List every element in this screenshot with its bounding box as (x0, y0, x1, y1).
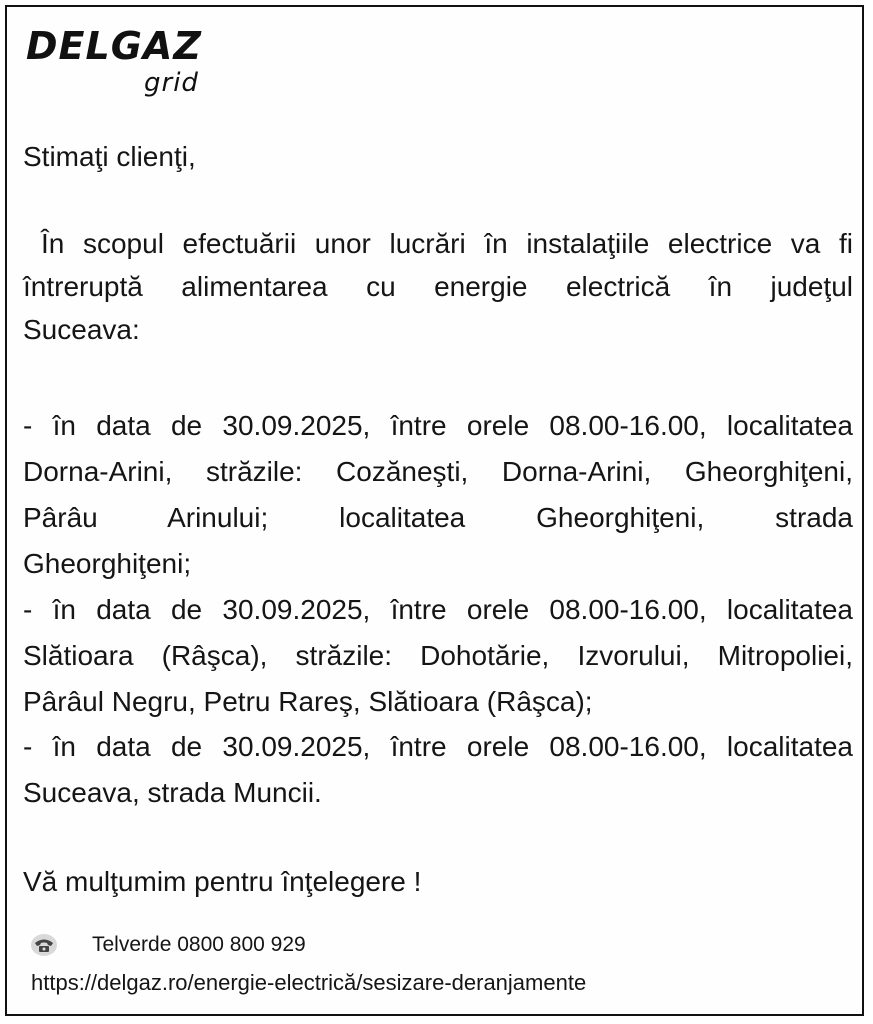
delgaz-grid-logo (26, 24, 226, 104)
intro-line-3: Suceava: (23, 314, 140, 345)
item-3-line-1: - în data de 30.09.2025, între orele 08.00-16.00, localitatea (23, 731, 853, 762)
salutation: Stimaţi clienţi, (23, 141, 196, 172)
closing-thanks: Vă mulţumim pentru înţelegere ! (23, 866, 422, 897)
fault-report-link[interactable]: https://delgaz.ro/energie-electrică/sesizare-deranjamente (31, 970, 587, 995)
logo-wordmark: DELGAZ (26, 24, 202, 68)
item-2-line-2: Slătioara (Râşca), străzile: Dohotărie, Izvorului, Mitropoliei, (23, 640, 853, 671)
item-1-line-4: Gheorghiţeni; (23, 548, 192, 579)
item-2-line-3: Pârâul Negru, Petru Rareş, Slătioara (Râşca); (23, 686, 593, 717)
item-1-line-3: Pârâu Arinului; localitatea Gheorghiţeni, strada (23, 502, 853, 533)
intro-line-2: întreruptă alimentarea cu energie electrică în judeţul (23, 271, 853, 302)
telephone-icon (30, 933, 58, 957)
item-2-line-1: - în data de 30.09.2025, între orele 08.00-16.00, localitatea (23, 594, 853, 625)
intro-line-1: În scopul efectuării unor lucrări în instalaţiile electrice va fi (41, 228, 853, 259)
item-1-line-1: - în data de 30.09.2025, între orele 08.00-16.00, localitatea (23, 410, 853, 441)
telverde-number: Telverde 0800 800 929 (92, 933, 306, 956)
footer-phone (30, 928, 830, 962)
item-1-line-2: Dorna-Arini, străzile: Cozăneşti, Dorna-Arini, Gheorghiţeni, (23, 456, 853, 487)
logo-subtitle: grid (144, 68, 199, 98)
item-3-line-2: Suceava, strada Muncii. (23, 777, 322, 808)
